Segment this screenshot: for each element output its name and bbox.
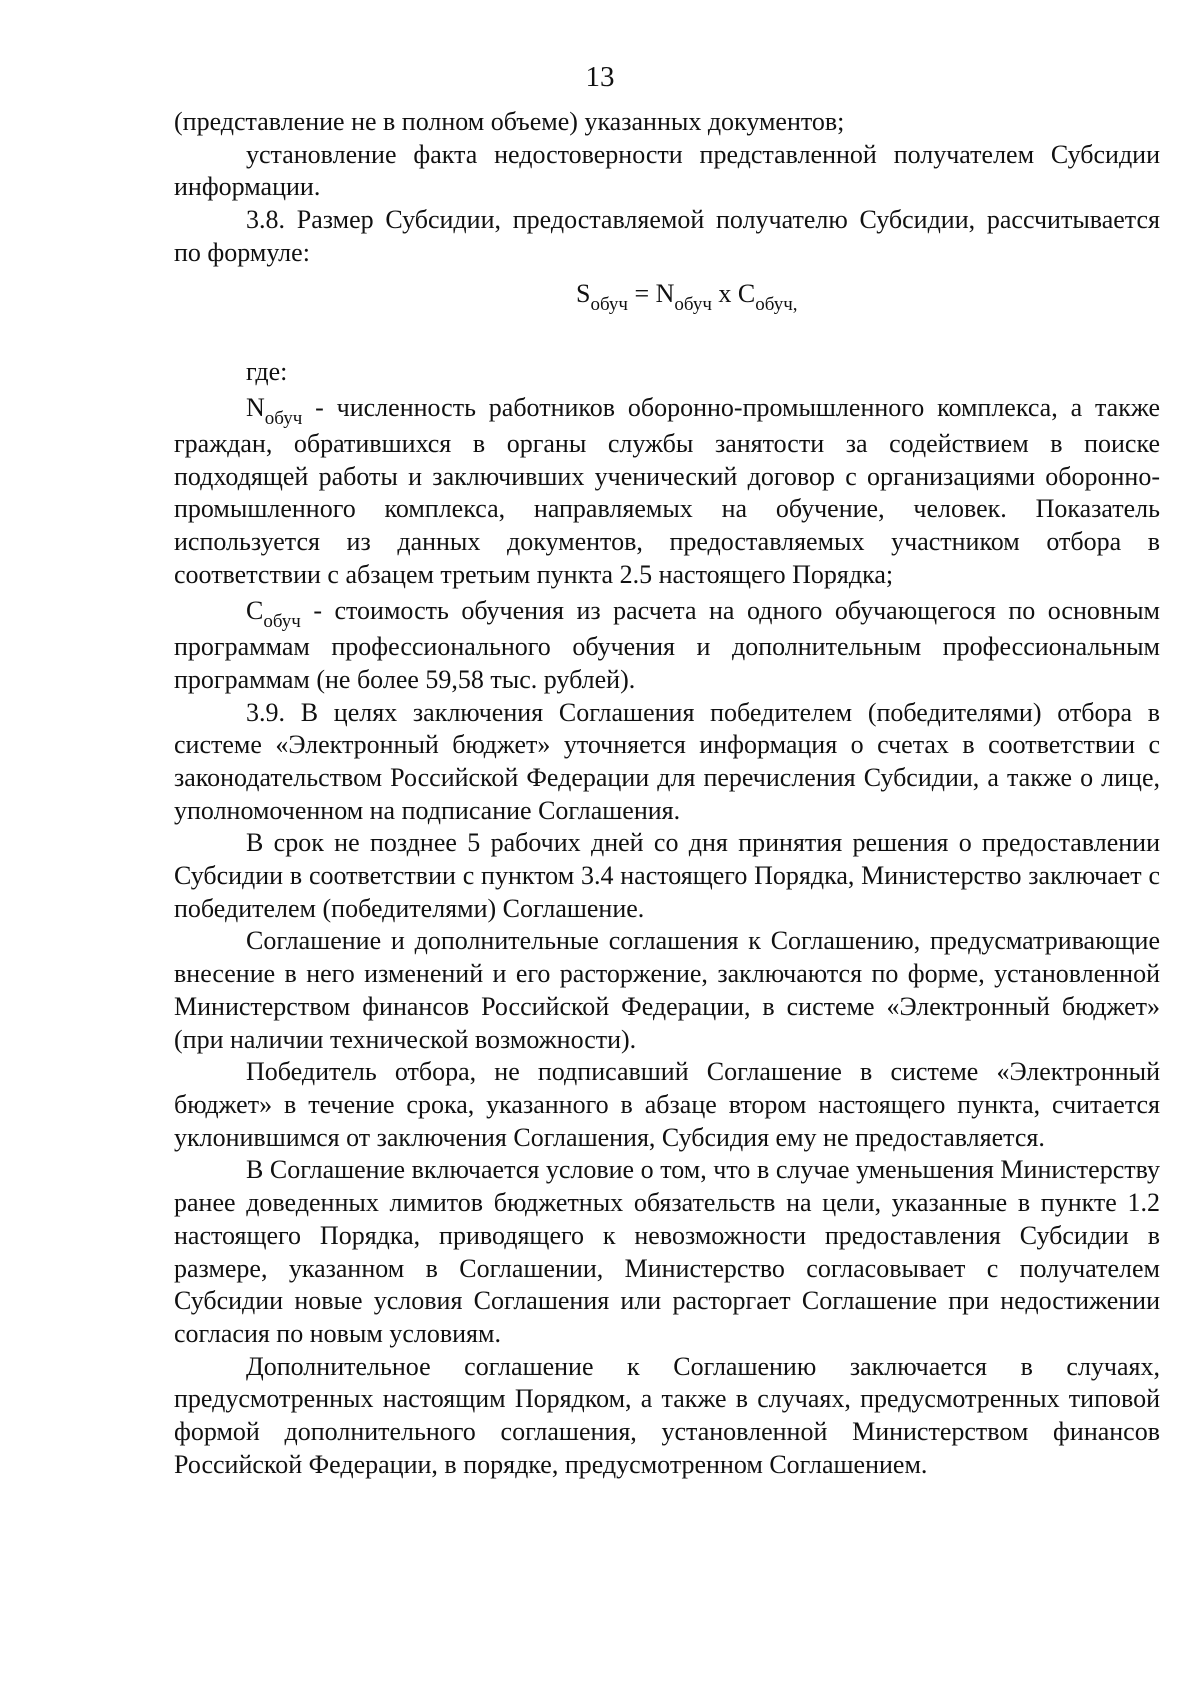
formula-eq: =: [627, 278, 656, 308]
paragraph-unreliable-info: установление факта недостоверности представленной получателем Субсидии информации.: [174, 139, 1160, 202]
formula-c-sub: обуч,: [755, 293, 798, 315]
formula-times: x: [711, 278, 738, 308]
paragraph-limits-condition: В Соглашение включается условие о том, что в случае уменьшения Министерству ранее доведенных лимитов бюджетных обязательств на цели, указанные в пункте 1.2 настоящего Порядка, приводящего к невозможности предоставления Субсидии в размере, указанном в Соглашении, Министерство согласовывает с получателем Субсидии новые условия Соглашения или расторгает Соглашение при недостижении согласия по новым условиям.: [174, 1155, 1160, 1348]
formula-s-sub: обуч: [590, 293, 628, 315]
paragraph-term: В срок не позднее 5 рабочих дней со дня принятия решения о предоставлении Субсидии в соответствии с пунктом 3.4 настоящего Порядка, Министерство заключает с победителем (победителями) Соглашение.: [174, 828, 1160, 923]
formula: [174, 276, 1160, 315]
paragraph-winner-evasion: Победитель отбора, не подписавший Соглашение в системе «Электронный бюджет» в течение срока, указанного в абзаце втором настоящего пункта, считается уклонившимся от заключения Соглашения, Субсидия ему не предоставляется.: [174, 1057, 1160, 1152]
n-definition-text: - численность работников оборонно-промышленного комплекса, а также граждан, обратившихся в органы службы занятости за содействием в поиске подходящей работы и заключивших ученический договор с организациями оборонно-промышленного комплекса, направляемых на обучение, человек. Показатель используется из данных документов, предоставляемых участником отбора в соответствии с абзацем третьим пункта 2.5 настоящего Порядка;: [174, 393, 1160, 589]
spacer: [174, 312, 1160, 356]
symbol-n-sub: обуч: [264, 408, 303, 430]
symbol-n: N: [246, 393, 265, 423]
symbol-c: C: [246, 596, 264, 626]
paragraph-agreement-form: Соглашение и дополнительные соглашения к Соглашению, предусматривающие внесение в него изменений и его расторжение, заключаются по форме, установленной Министерством финансов Российской Федерации, в системе «Электронный бюджет» (при наличии технической возможности).: [174, 926, 1160, 1054]
formula-n-sub: обуч: [674, 293, 712, 315]
paragraph-additional-agreement: Дополнительное соглашение к Соглашению заключается в случаях, предусмотренных настоящим Порядком, а также в случаях, предусмотренных типовой формой дополнительного соглашения, установленной Министерством финансов Российской Федерации, в порядке, предусмотренном Соглашением.: [174, 1351, 1160, 1479]
paragraph-c-definition: [174, 595, 1160, 696]
paragraph-3-9: 3.9. В целях заключения Соглашения победителем (победителями) отбора в системе «Электронный бюджет» уточняется информация о счетах в соответствии с законодательством Российской Федерации для перечисления Субсидии, а также о лице, уполномоченном на подписание Соглашения.: [174, 697, 1160, 825]
paragraph-documents: (представление не в полном объеме) указанных документов;: [174, 107, 845, 136]
formula-s: S: [576, 278, 591, 308]
paragraph-3-8: 3.8. Размер Субсидии, предоставляемой получателю Субсидии, рассчитывается по формуле:: [174, 205, 1160, 267]
document-body: [174, 106, 1160, 1481]
page-number: 13: [585, 61, 615, 93]
formula-n: N: [655, 278, 675, 308]
symbol-c-sub: обуч: [263, 611, 301, 633]
c-definition-text: - стоимость обучения из расчета на одного обучающегося по основным программам профессионального обучения и дополнительным профессиональным программам (не более 59,58 тыс. рублей).: [174, 596, 1160, 694]
formula-c: C: [737, 278, 756, 308]
paragraph-n-definition: [174, 392, 1160, 591]
paragraph-where: где:: [246, 356, 288, 386]
